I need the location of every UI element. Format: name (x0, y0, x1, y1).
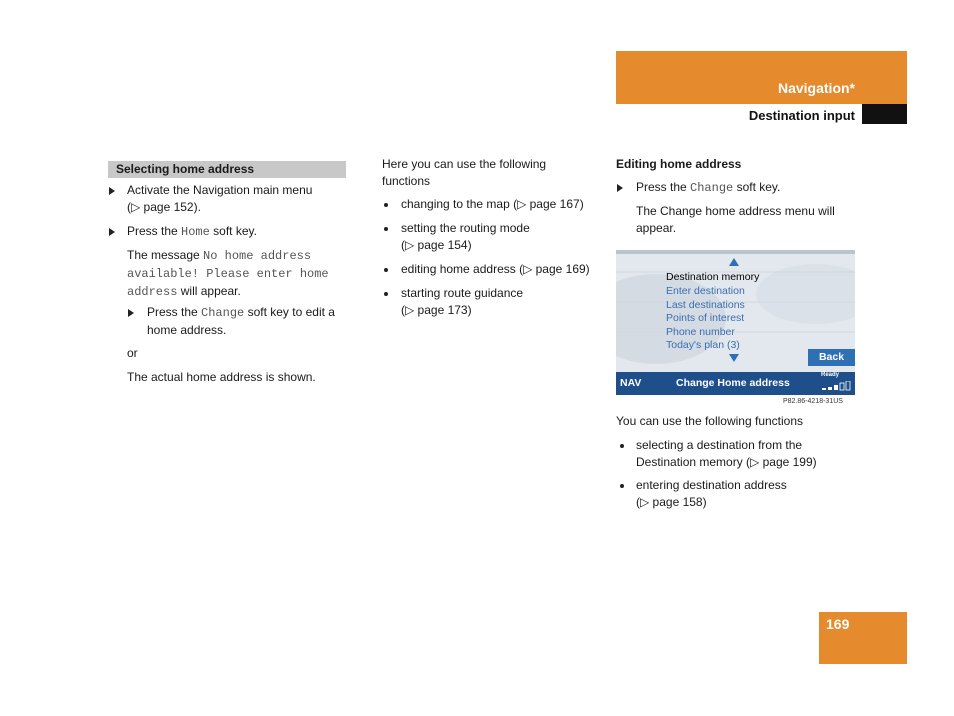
arrow-bullet-icon (128, 309, 134, 317)
header-banner (616, 51, 907, 104)
status-title: Change Home address (676, 377, 790, 389)
function-item: selecting a destination from the Destination memory (▷ page 199) (616, 437, 856, 471)
bullet-icon (384, 292, 388, 296)
section-title: Selecting home address (116, 162, 255, 176)
scroll-down-icon[interactable] (729, 354, 739, 362)
subsection-heading: Editing home address (616, 157, 742, 171)
message-paragraph: The message No home address available! Please enter home address will appear. (127, 248, 329, 299)
step-2: Press the Home soft key. (108, 223, 348, 241)
function-item: setting the routing mode (▷ page 154) (382, 220, 607, 254)
arrow-bullet-icon (617, 184, 623, 192)
actual-address-text: The actual home address is shown. (127, 370, 316, 384)
arrow-bullet-icon (109, 228, 115, 236)
functions-intro: Here you can use the following functions (382, 157, 547, 188)
menu-item[interactable]: Phone number (666, 326, 735, 338)
function-item: changing to the map (▷ page 167) (382, 196, 607, 213)
status-mode: NAV (620, 377, 642, 389)
function-item: editing home address (▷ page 169) (382, 261, 607, 278)
function-item: entering destination address (▷ page 158) (616, 477, 856, 511)
display-message: address (127, 285, 178, 299)
back-button[interactable]: Back (808, 349, 855, 366)
page-number: 169 (826, 616, 850, 632)
display-message: available! Please enter home (127, 267, 329, 281)
soft-key-name: Change (690, 181, 734, 195)
menu-item[interactable]: Today's plan (3) (666, 339, 740, 351)
nav-display-screenshot (616, 250, 855, 395)
sub-step: Press the Change soft key to edit a home address. (127, 304, 352, 339)
or-text: or (127, 346, 138, 360)
result-text: The Change home address menu will appear. (636, 204, 835, 235)
menu-item-selected[interactable]: Destination memory (666, 271, 760, 283)
menu-item[interactable]: Points of interest (666, 312, 745, 324)
arrow-bullet-icon (109, 187, 115, 195)
use-intro: You can use the following functions (616, 414, 804, 428)
status-bar (616, 372, 855, 395)
bullet-icon (620, 484, 624, 488)
bullet-icon (384, 203, 388, 207)
step-1 (108, 182, 348, 216)
menu-item[interactable]: Last destinations (666, 299, 745, 311)
menu-item[interactable]: Enter destination (666, 285, 745, 297)
signal-strength-icon (822, 381, 852, 391)
bullet-icon (384, 227, 388, 231)
step-1-ref: (▷ page 152). (127, 200, 201, 214)
function-item: starting route guidance (▷ page 173) (382, 285, 607, 319)
bullet-icon (384, 268, 388, 272)
display-message: No home address (203, 249, 312, 263)
ready-indicator: Ready (821, 372, 840, 378)
header-marker (862, 104, 907, 124)
figure-code: P82.86-4218-31US (783, 398, 843, 405)
bullet-icon (620, 444, 624, 448)
step-1-text: Activate the Navigation main menu (127, 183, 313, 197)
scroll-up-icon[interactable] (729, 258, 739, 266)
soft-key-name: Change (201, 306, 245, 320)
step-change: Press the Change soft key. (616, 179, 856, 197)
chapter-title: Navigation* (777, 80, 855, 96)
soft-key-name: Home (181, 225, 210, 239)
section-subtitle: Destination input (748, 108, 855, 123)
